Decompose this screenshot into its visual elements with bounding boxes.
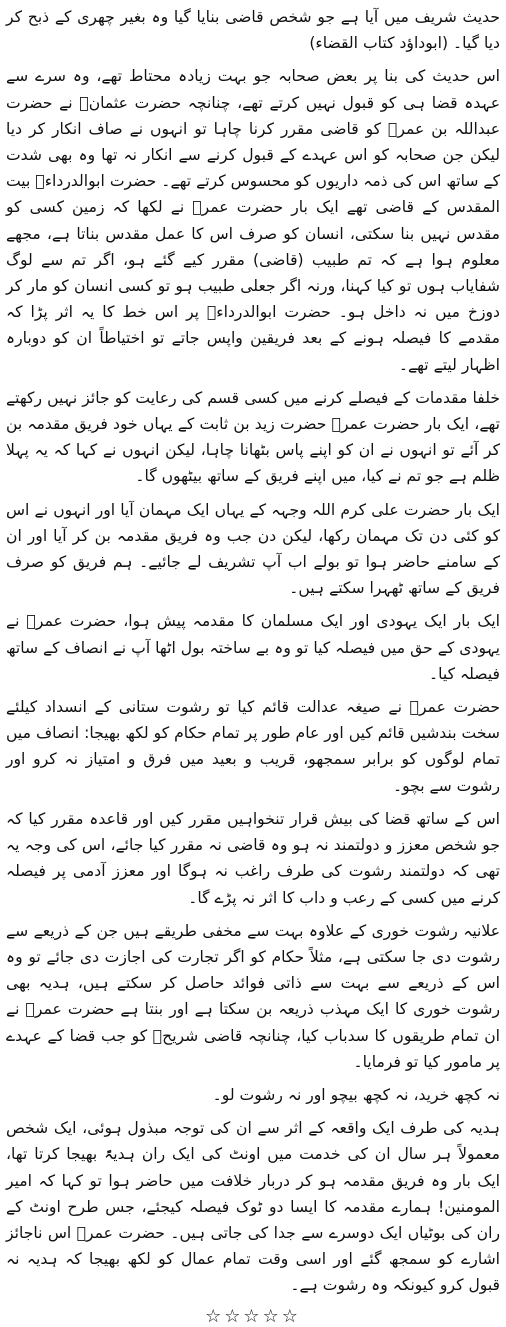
paragraph-gift-incident: ہدیہ کی طرف ایک واقعہ کے اثر سے ان کی توجہ مبذول ہوئی، ایک شخص معمولاً ہر سال ان کی خدمت میں اونٹ کی ایک ران ہدیۃً بھیجا کرتا تھا، ایک بار وہ فریق مقدمہ ہو کر دربار خلافت میں حاضر ہوا تو کہا کہ امیر المومنین! ہمارے مقدمہ کا ایسا دو ٹوک فیصلہ کیجئے، جس طرح اونٹ کے ران کی بوٹیاں ایک دوسرے سے جدا کی جاتی ہیں۔ حضرت عمرؓ اس ناجائز اشارے کو سمجھ گئے اور اسی وقت تمام عمال کو لکھ بھیجا کہ ہدیہ نہ قبول کرو کیونکہ وہ رشوت ہے۔	[6, 1119, 500, 1295]
paragraph-anti-bribery: حضرت عمرؓ نے صیغہ عدالت قائم کیا تو رشوت ستانی کے انسداد کیلئے سخت بندشیں قائم کیں اور عام طور پر تمام حکام کو لکھ بھیجا: انصاف میں تمام لوگوں کو برابر سمجھو، قریب و بعید میں فرق و امتیاز نہ کرو اور رشوت سے بچو۔	[6, 698, 500, 795]
star-ornament: ☆☆☆☆☆	[205, 1305, 301, 1327]
paragraph-judge-salaries: اس کے ساتھ قضا کی بیش قرار تنخواہیں مقرر کیں اور قاعدہ مقرر کیا کہ جو شخص معزز و دولتمند نہ ہو وہ قاضی نہ مقرر کیا جائے، اس کی وجہ یہ تھی کہ دولتمند رشوت کی طرف راغب نہ ہوگا اور معزز آدمی پر فیصلہ کرنے میں کسی کے رعب و داب کا اثر نہ پڑے گا۔	[6, 809, 500, 907]
paragraph-ali-guest: ایک بار حضرت علی کرم اللہ وجہہ کے یہاں ایک مہمان آیا اور انہوں نے اس کو کئی دن تک مہمان رکھا، لیکن دن جب وہ فریق مقدمہ بن کر آیا اور ان کے سامنے حاضر ہوا تو بولے اب آپ تشریف لے جائیے۔ ہم فریق کو صرف فریق کے ساتھ ٹھہرا سکتے ہیں۔	[6, 500, 500, 598]
paragraph-hadith: حدیث شریف میں آیا ہے جو شخص قاضی بنایا گیا وہ بغیر چھری کے ذبح کر دیا گیا۔ (ابوداؤد کتاب القضاء)	[6, 8, 500, 53]
paragraph-jewish-case: ایک بار ایک یہودی اور ایک مسلمان کا مقدمہ پیش ہوا، حضرت عمرؓ نے یہودی کے حق میں فیصلہ کیا تو وہ بے ساختہ بول اٹھا آپ نے انصاف کے ساتھ فیصلہ کیا۔	[6, 612, 500, 683]
paragraph-instruction: نہ کچھ خرید، نہ کچھ بیچو اور نہ رشوت لو۔	[212, 1085, 500, 1104]
paragraph-hidden-bribery: علانیہ رشوت خوری کے علاوہ بہت سے مخفی طریقے ہیں جن کے ذریعے سے رشوت دی جا سکتی ہے، مثلاً حکام کو اگر تجارت کی اجازت دی جائے تو وہ اس کے ذریعے سے بہت سے ذاتی فوائد حاصل کر سکتے ہیں، ہدیہ بھی رشوت خوری کا ایک مہذب ذریعہ بن سکتا ہے اور بنتا ہے حضرت عمرؓ نے ان تمام طریقوں کا سدباب کیا، چنانچہ قاضی شریحؓ کو جب قضا کے عہدے پر مامور کیا تو فرمایا۔	[6, 921, 500, 1071]
paragraph-cautious-companions: اس حدیث کی بنا پر بعض صحابہ جو بہت زیادہ محتاط تھے، وہ سرے سے عہدہ قضا ہی کو قبول نہیں کرتے تھے، چنانچہ حضرت عثمانؓ نے حضرت عبداللہ بن عمرؓ کو قاضی مقرر کرنا چاہا تو انہوں نے صاف انکار کر دیا لیکن جن صحابہ کو اس عہدے کے قبول کرنے سے انکار نہ تھا وہ بھی شدت کے ساتھ اس کی ذمہ داریوں کو محسوس کرتے تھے۔ حضرت ابوالدرداءؓ بیت المقدس کے قاضی تھے ایک بار حضرت عمرؓ نے لکھا کہ زمین کسی کو مقدس نہیں بنا سکتی، انسان کو صرف اس کا عمل مقدس بناتا ہے، مجھے معلوم ہوا ہے کہ تم طبیب (قاضی) مقرر کیے گئے ہو، اگر تم سے لوگ شفایاب ہوں تو کیا کہنا، ورنہ اگر جعلی طبیب ہو تو کسی انسان کو مار کر دوزخ میں نہ داخل ہو۔ حضرت ابوالدرداءؓ پر اس خط کا یہ اثر پڑا کہ مقدمے کا فیصلہ ہونے کے بعد فریقین واپس جاتے تو اختیاطاً ان کو دوبارہ اظہار لیتے تھے۔	[6, 67, 500, 374]
paragraph-no-favoritism: خلفا مقدمات کے فیصلے کرنے میں کسی قسم کی رعایت کو جائز نہیں رکھتے تھے، ایک بار حضرت عمرؓ حضرت زید بن ثابت کے یہاں خود فریق مقدمہ بن کر آئے تو انہوں نے ان کو اپنے پاس بٹھانا چاہا، لیکن انہوں نے کہا کہ یہ پہلا ظلم ہے جو تم نے کیا، میں اپنے فریق کے ساتھ بیٹھوں گا۔	[6, 388, 500, 486]
